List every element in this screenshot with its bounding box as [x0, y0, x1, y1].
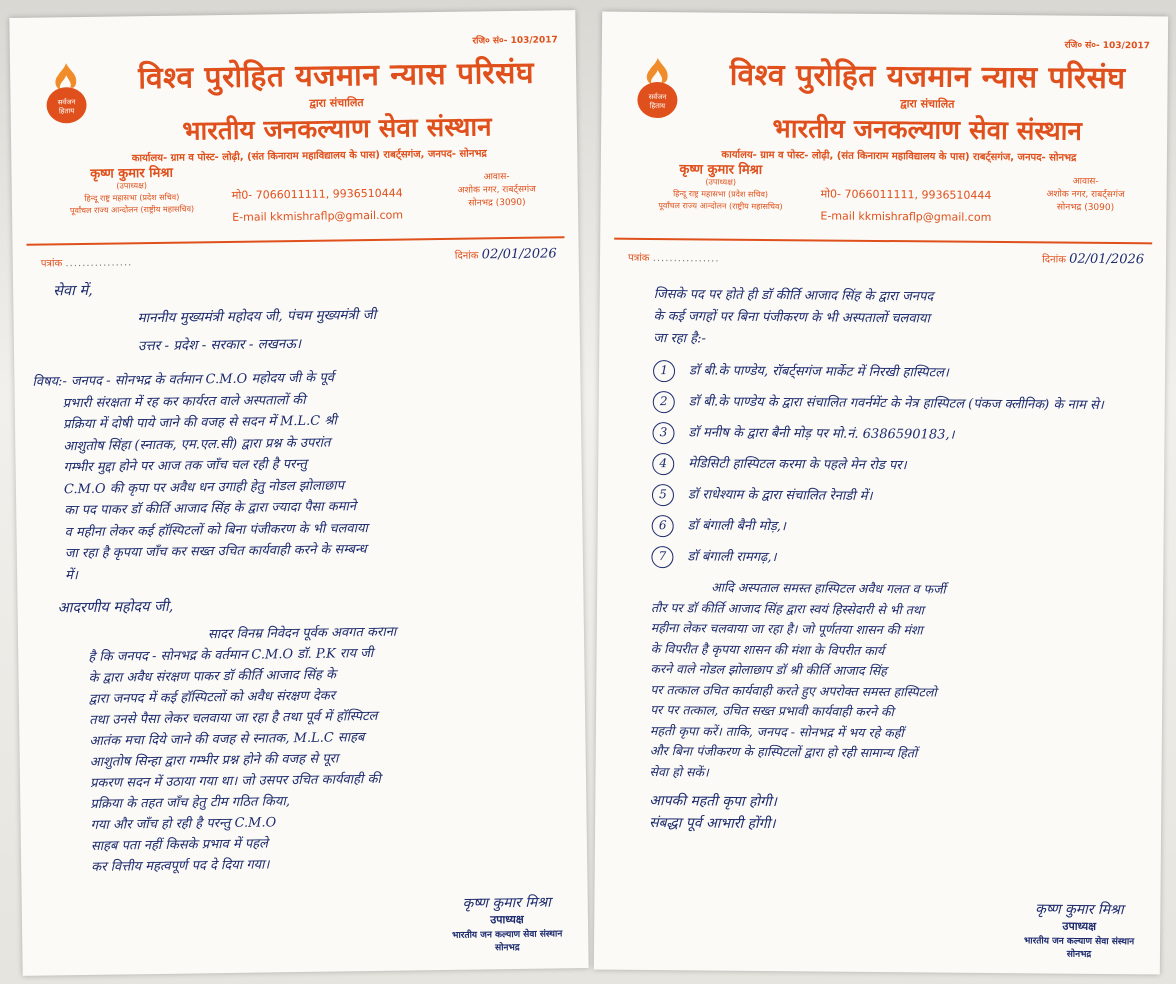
residence-block: [1020, 175, 1150, 215]
item-text: मेडिसिटी हास्पिटल करमा के पहले मेन रोड पर।: [688, 456, 907, 474]
subject-line: प्रक्रिया में दोषी पाये जाने की वजह से सदन में M.L.C श्री: [62, 413, 337, 433]
addressee-line-2: उत्तर - प्रदेश - सरकार - लखनऊ।: [137, 335, 302, 355]
item-text: डॉ बंगाली बैनी मोड़,।: [687, 518, 786, 535]
organization-name: विश्व पुरोहित यजमान न्यास परिसंघ: [137, 55, 535, 97]
closing-line: पर पर तत्काल, उचित सख्त प्रभावी कार्यवाही करने की: [650, 701, 894, 720]
intro-line: के कई जगहों पर बिना पंजीकरण के भी अस्पतालों चलवाया: [653, 309, 930, 327]
organization-logo: [42, 61, 91, 130]
subject-line: प्रभारी संरक्षता में रह कर कार्यरत वाले अस्पतालों की: [62, 392, 306, 411]
organization-name: विश्व पुरोहित यजमान न्यास परिसंघ: [729, 57, 1126, 97]
signature: कृष्ण कुमार मिश्रा: [1035, 901, 1124, 919]
item-number: 7: [651, 546, 673, 568]
office-address: कार्यालय- ग्राम व पोस्ट- लोढ़ी, (संत किनाराम महाविद्यालय के पास) राबर्ट्सगंज, जनपद- सोनभद्र: [721, 149, 1077, 164]
body-line: प्रक्रिया के तहत जाँच हेतु टीम गठित किया,: [90, 794, 291, 812]
body-block: [58, 619, 561, 878]
hospital-list: [651, 360, 1153, 572]
letter-page-1: [9, 10, 588, 976]
signature-block-page-1: [422, 892, 589, 954]
svg-text:सर्वजन: सर्वजन: [648, 92, 667, 102]
mobile-numbers: मो0- 7066011111, 9936510444: [820, 187, 992, 202]
svg-text:हिताय: हिताय: [58, 107, 75, 116]
intro-line: जिसके पद पर होते ही डॉ कीर्ति आजाद सिंह के द्वारा जनपद: [653, 287, 934, 305]
thanks-line-1: आपकी महती कृपा होगी।: [649, 792, 777, 811]
item-text: डॉ बी.के पाण्डेय, रॉबर्ट्सगंज मार्केट में निरखी हास्पिटल।: [688, 363, 949, 381]
body-line: सादर विनम्र निवेदन पूर्वक अवगत कराना: [207, 624, 397, 643]
residence-line-1: अशोक नगर, राबर्ट्सगंज: [457, 184, 536, 196]
body-line: प्रकरण सदन में उठाया गया था। जो उसपर उचित कार्यवाही की: [89, 771, 381, 791]
item-number: 3: [652, 422, 674, 444]
intro-line: जा रहा है:-: [653, 331, 706, 347]
person-line-1: हिन्दू राष्ट्र महासभा (प्रदेश सचिव): [84, 192, 180, 203]
signatory-organization: भारतीय जन कल्याण सेवा संस्थान: [1023, 936, 1135, 948]
closing-line: और बिना पंजीकरण के हास्पिटलों द्वारा हो रही सामान्य हितों: [649, 742, 918, 761]
signatory-designation: उपाध्यक्ष: [490, 912, 524, 927]
body-line: आशुतोष सिन्हा द्वारा गम्भीर प्रश्न होने की वजह से पूरा: [89, 751, 339, 770]
closing-line: पर तत्काल उचित कार्यवाही करते हुए अपरोक्त समस्त हास्पिटलो: [650, 681, 937, 699]
subject-line: आशुतोष सिंहा (स्नातक, एम.एल.सी) द्वारा प्रश्न के उपरांत: [63, 435, 331, 454]
subject-line: विषय:- जनपद - सोनभद्र के वर्तमान C.M.O महोदय जी के पूर्व: [32, 370, 335, 390]
reference-number: [41, 254, 133, 269]
letter-body-page-2: [649, 284, 1154, 838]
person-role: (उपाध्यक्ष): [705, 177, 737, 187]
list-item: [653, 360, 1153, 386]
letter-page-2: [594, 12, 1168, 975]
thanks-line-2: संबद्धा पूर्व आभारी होंगी।: [649, 814, 776, 833]
body-line: कर वित्तीय महत्वपूर्ण पद दे दिया गया।: [91, 857, 270, 875]
closing-line: करने वाले नोडल झोलाछाप डॉ श्री कीर्ति आजाद सिंह: [650, 660, 887, 679]
closing-line: महती कृपा करें। ताकि, जनपद - सोनभद्र में भय रहे कहीं: [649, 722, 904, 740]
reference-label: पत्रांक: [40, 258, 63, 270]
date-value: 02/01/2026: [1069, 251, 1145, 268]
letter-body-page-1: [32, 270, 561, 878]
signatory-organization: भारतीय जन कल्याण सेवा संस्थान: [452, 929, 563, 941]
person-name: कृष्ण कुमार मिश्रा: [90, 165, 174, 182]
greeting: आदरणीय महोदय जी,: [57, 598, 174, 617]
organization-logo: [633, 56, 682, 124]
letter-date: [455, 246, 557, 262]
letter-date: [1042, 251, 1144, 267]
operated-by: द्वारा संचालित: [309, 96, 364, 110]
registration-number: रजि० सं०- 103/2017: [472, 35, 558, 47]
salutation: सेवा में,: [53, 282, 93, 300]
closing-block: [649, 577, 1151, 786]
residence-line-2: सोनभद्र (3090): [1056, 202, 1115, 214]
date-value: 02/01/2026: [481, 246, 557, 263]
item-text: डॉ मनीष के द्वारा बैनी मोड़ पर मो.नं. 6386590183,।: [688, 425, 955, 443]
person-block: [630, 164, 810, 214]
body-line: तथा उनसे पैसा लेकर चलवाया जा रहा है तथा पूर्व में हॉस्पिटल: [89, 708, 378, 728]
item-text: डॉ राधेश्याम के द्वारा संचालित रेनाडी में।: [687, 487, 873, 504]
item-number: 1: [653, 360, 675, 382]
reference-number: [628, 250, 720, 265]
svg-text:हिताय: हिताय: [649, 101, 666, 111]
list-item: [652, 453, 1152, 479]
person-role: (उपाध्यक्ष): [116, 181, 148, 191]
subject-line: C.M.O की कृपा पर अवैध धन उगाही हेतु नोडल झोलाछाप: [63, 477, 345, 497]
person-line-2: पूर्वांचल राज्य आन्दोलन (राष्ट्रीय महासचिव): [69, 204, 195, 216]
contact-block: [232, 182, 423, 229]
residence-line-2: सोनभद्र (3090): [468, 197, 526, 209]
office-address: कार्यालय- ग्राम व पोस्ट- लोढ़ी, (संत किनाराम महाविद्यालय के पास) राबर्ट्सगंज, जनपद- सोनभद्र: [131, 148, 487, 165]
sub-organization-name: भारतीय जनकल्याण सेवा संस्थान: [182, 112, 492, 147]
mobile-numbers: मो0- 7066011111, 9936510444: [231, 186, 403, 202]
reference-blank: ................: [65, 257, 133, 270]
subject-line: में।: [65, 567, 78, 583]
body-line: है कि जनपद - सोनभद्र के वर्तमान C.M.O डॉ. P.K राय जी: [88, 645, 374, 665]
signatory-designation: उपाध्यक्ष: [1062, 919, 1097, 933]
registration-number: रजि० सं०- 103/2017: [1064, 40, 1150, 52]
subject-line: का पद पाकर डॉ कीर्ति आजाद सिंह के द्वारा ज्यादा पैसा कमाने: [64, 499, 357, 519]
person-line-1: हिन्दू राष्ट्र महासभा (प्रदेश सचिव): [673, 189, 769, 200]
closing-line: महीना लेकर चलवाया जा रहा है। जो पूर्णतया शासन की मंशा: [650, 619, 923, 638]
contact-block: [820, 183, 1010, 229]
email-address: E-mail kkmishraflp@gmail.com: [820, 209, 992, 224]
closing-line: सेवा हो सकें।: [649, 763, 709, 780]
list-item: [651, 546, 1151, 572]
residence-line-1: अशोक नगर, राबर्ट्सगंज: [1046, 189, 1125, 201]
person-name: कृष्ण कुमार मिश्रा: [679, 162, 763, 178]
body-line: आतंक मचा दिये जाने की वजह से स्नातक, M.L.C साहब: [89, 730, 365, 749]
residence-label: आवास-: [1072, 176, 1099, 187]
subject-line: व महीना लेकर कई हॉस्पिटलों को बिना पंजीकरण के भी चलवाया: [64, 520, 368, 540]
item-number: 5: [652, 484, 674, 506]
item-number: 6: [652, 515, 674, 537]
operated-by: द्वारा संचालित: [900, 97, 955, 111]
list-item: [652, 484, 1152, 510]
subject-line: गम्भीर मुद्दा होने पर आज तक जाँच चल रही है परन्तु: [63, 456, 307, 476]
body-line: द्वारा जनपद में कई हॉस्पिटलों को अवैध संरक्षण देकर: [88, 688, 336, 707]
reference-label: पत्रांक: [627, 252, 650, 264]
list-item: [653, 391, 1153, 417]
svg-text:सर्वजन: सर्वजन: [57, 98, 76, 107]
body-line: के द्वारा अवैध संरक्षण पाकर डॉ कीर्ति आजाद सिंह के: [88, 667, 337, 686]
header-divider: [614, 238, 1152, 245]
date-label: दिनांक: [1042, 254, 1066, 266]
closing-line: तौर पर डॉ कीर्ति आजाद सिंह द्वारा स्वयं हिस्सेदारी से भी तथा: [650, 599, 925, 617]
body-line: गया और जाँच हो रही है परन्तु C.M.O: [90, 815, 277, 833]
item-text: डॉ बी.के पाण्डेय के द्वारा संचालित गवर्नमेंट के नेत्र हास्पिटल (पंकज क्लीनिक) के नाम से।: [688, 394, 1104, 413]
header-divider: [26, 236, 564, 246]
closing-line: के विपरीत है कृपया शासन की मंशा के विपरीत कार्य: [650, 640, 885, 658]
subject-block: [32, 364, 557, 586]
subject-line: जा रहा है कृपया जाँच कर सख्त उचित कार्यवाही करने के सम्बन्ध: [64, 542, 367, 562]
reference-blank: ................: [652, 252, 720, 265]
item-text: डॉ बंगाली रामगढ़,।: [687, 549, 777, 566]
residence-label: आवास-: [483, 172, 510, 183]
sub-organization-name: भारतीय जनकल्याण सेवा संस्थान: [772, 114, 1082, 147]
body-line: साहब पता नहीं किसके प्रभाव में पहले: [90, 836, 269, 854]
signature: कृष्ण कुमार मिश्रा: [462, 894, 551, 912]
list-item: [652, 422, 1152, 448]
person-block: [41, 167, 222, 218]
signatory-place: सोनभद्र: [495, 942, 520, 954]
item-number: 2: [653, 391, 675, 413]
signatory-place: सोनभद्र: [1066, 949, 1092, 960]
person-line-2: पूर्वांचल राज्य आन्दोलन (राष्ट्रीय महासचिव): [658, 201, 783, 212]
list-item: [652, 515, 1152, 541]
closing-line: आदि अस्पताल समस्त हास्पिटल अवैध गलत व फर्जी: [711, 579, 946, 597]
residence-block: [432, 170, 563, 211]
addressee-line-1: माननीय मुख्यमंत्री महोदय जी, पंचम मुख्यमंत्री जी: [137, 306, 377, 327]
signature-block-page-2: [994, 899, 1165, 960]
item-number: 4: [652, 453, 674, 475]
email-address: E-mail kkmishraflp@gmail.com: [232, 208, 404, 224]
date-label: दिनांक: [454, 250, 479, 262]
